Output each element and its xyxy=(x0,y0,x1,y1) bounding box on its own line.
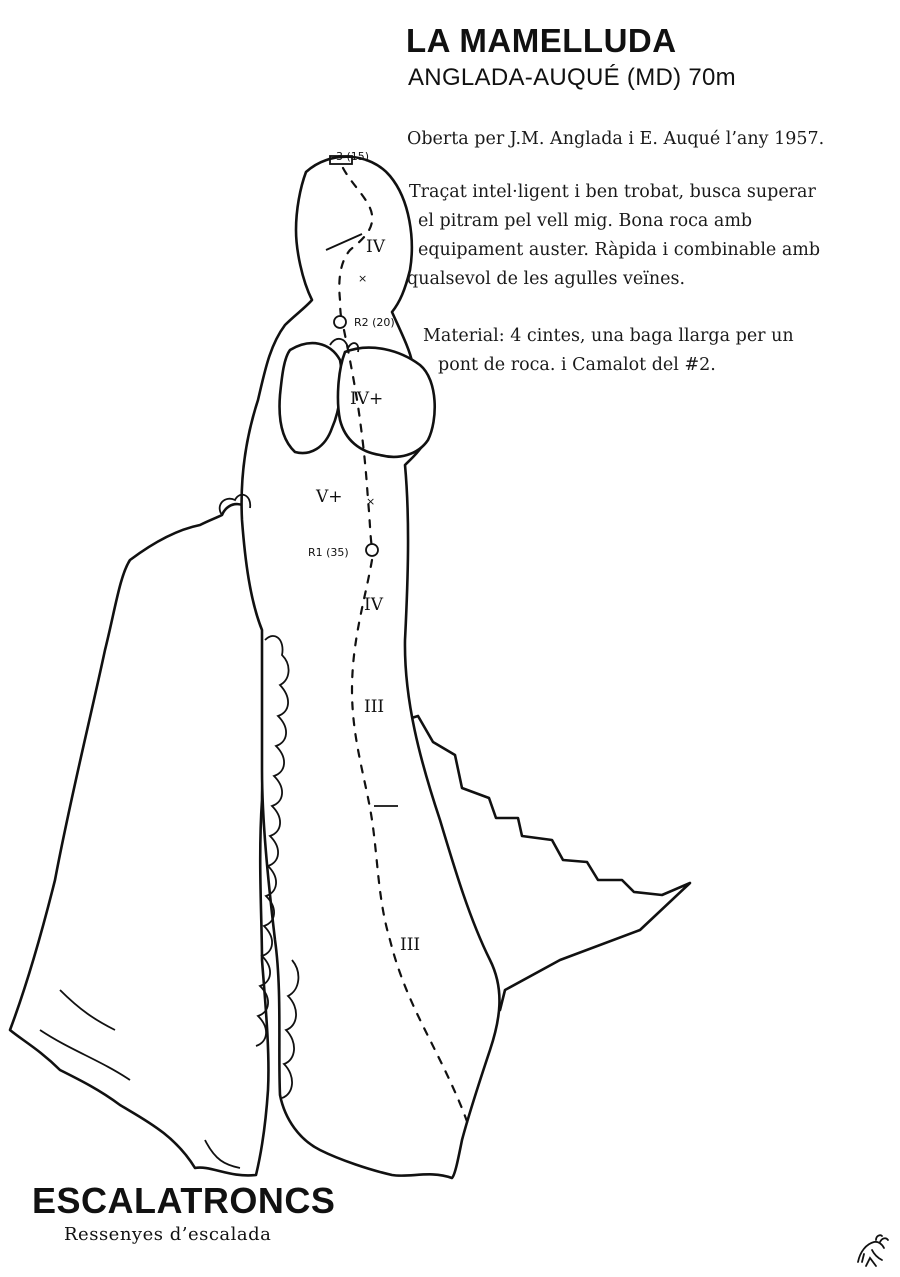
summit-label: 3 (15) xyxy=(336,150,370,163)
grade-label: IV+ xyxy=(350,389,384,409)
description-line: el pitram pel vell mig. Bona roca amb xyxy=(418,211,753,231)
description-line: qualsevol de les agulles veïnes. xyxy=(407,269,686,289)
main-tower xyxy=(242,157,500,1178)
grade-label: III xyxy=(364,697,385,717)
bolt-marker: × xyxy=(358,272,368,285)
grade-label: IV xyxy=(366,237,385,257)
opening-text: Oberta per J.M. Anglada i E. Auqué l’any 1957. xyxy=(407,129,825,149)
material-line: Material: 4 cintes, una baga llarga per un xyxy=(423,326,794,346)
brand-tagline: Ressenyes d’escalada xyxy=(64,1224,272,1245)
bolt-marker: × xyxy=(366,495,376,508)
goat-climber-logo-icon xyxy=(852,1232,892,1272)
description-line: equipament auster. Ràpida i combinable amb xyxy=(418,240,821,260)
belay-r2-label: R2 (20) xyxy=(354,316,395,329)
belay-r1-label: R1 (35) xyxy=(308,546,349,559)
brand-name: ESCALATRONCS xyxy=(32,1180,336,1221)
route-subtitle: ANGLADA-AUQUÉ (MD) 70m xyxy=(408,64,736,91)
grade-label: IV xyxy=(364,595,383,615)
grade-label: III xyxy=(400,935,421,955)
route-title: LA MAMELLUDA xyxy=(406,22,677,59)
description-line: Traçat intel·ligent i ben trobat, busca superar xyxy=(409,182,816,202)
material-line: pont de roca. i Camalot del #2. xyxy=(438,355,716,375)
grade-label: V+ xyxy=(316,487,343,507)
left-rock-slab xyxy=(10,504,268,1175)
